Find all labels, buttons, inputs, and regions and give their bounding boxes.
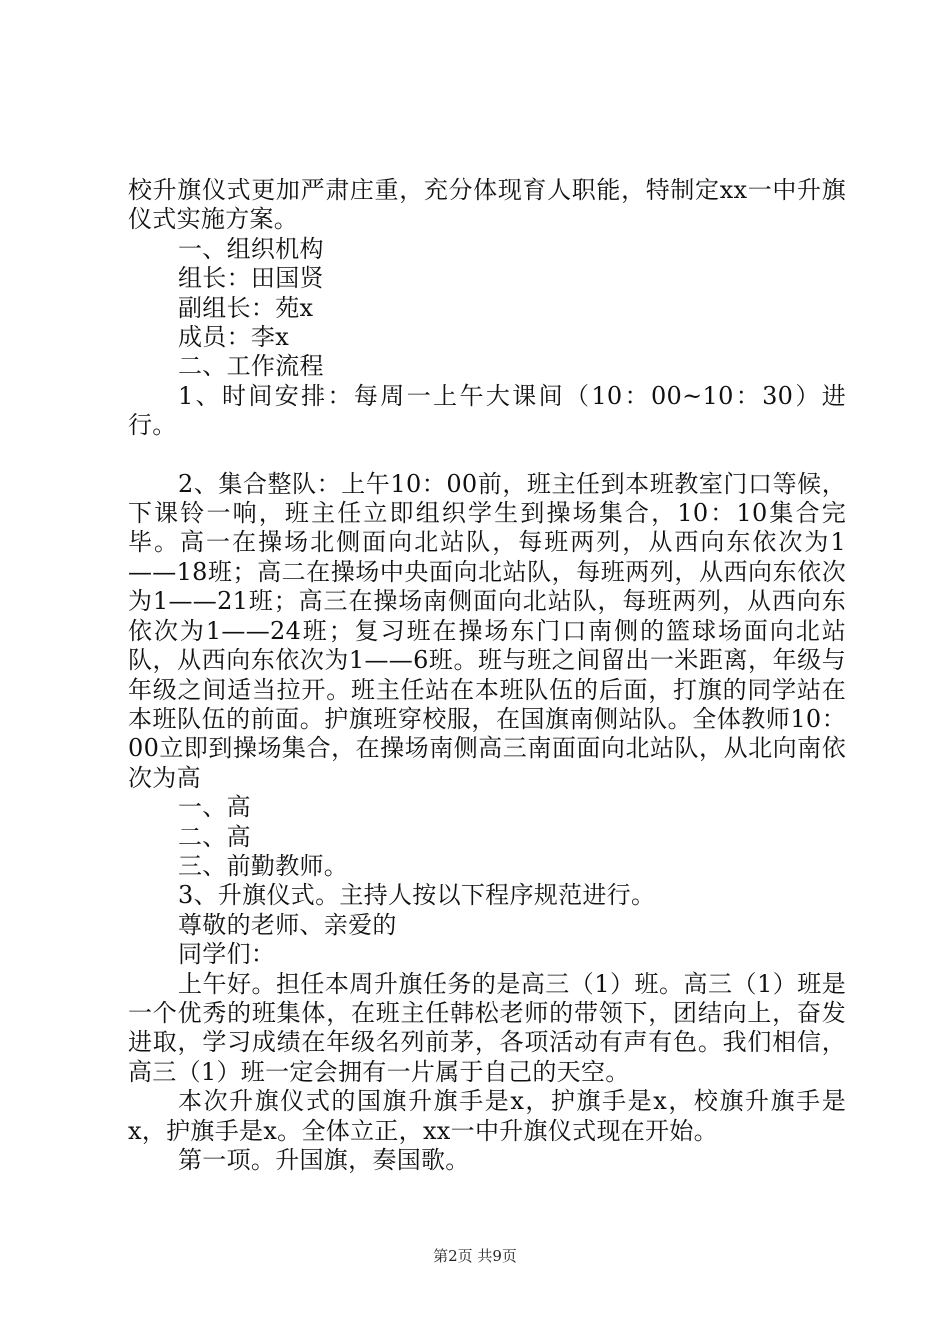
document-body xyxy=(128,176,846,1175)
page-footer: 第2页 共9页 xyxy=(433,1247,517,1265)
grade-one-line: 一、高 xyxy=(178,793,251,822)
time-arrangement-paragraph: 1、时间安排：每周一上午大课间（10：00~10：30）进行。 xyxy=(128,381,846,440)
member-line: 成员：李x xyxy=(178,323,290,352)
grade-two-line: 二、高 xyxy=(178,822,251,851)
speech-paragraph-2: 本次升旗仪式的国旗升旗手是x，护旗手是x，校旗升旗手是x，护旗手是x。全体立正，xx一中升旗仪式现在开始。 xyxy=(128,1087,846,1145)
intro-paragraph: 校升旗仪式更加严肃庄重，充分体现育人职能，特制定xx一中升旗仪式实施方案。 xyxy=(128,176,846,234)
speech-paragraph-1: 上午好。担任本周升旗任务的是高三（1）班。高三（1）班是一个优秀的班集体，在班主任韩松老师的带领下，团结向上，奋发进取，学习成绩在年级名列前茅，各项活动有声有色。我们相信，高三（1）班一定会拥有一片属于自己的天空。 xyxy=(128,969,846,1086)
greeting-line-2: 同学们： xyxy=(178,940,276,969)
first-item-line: 第一项。升国旗，奏国歌。 xyxy=(178,1146,470,1174)
ceremony-paragraph: 3、升旗仪式。主持人按以下程序规范进行。 xyxy=(178,881,656,910)
section-heading-organization: 一、组织机构 xyxy=(178,234,324,263)
leader-line: 组长：田国贤 xyxy=(178,264,324,293)
greeting-line-1: 尊敬的老师、亲爱的 xyxy=(178,910,397,939)
vice-leader-line: 副组长：苑x xyxy=(178,293,314,322)
assembly-paragraph: 2、集合整队：上午10：00前，班主任到本班教室门口等候，下课铃一响，班主任立即组织学生到操场集合，10：10集合完毕。高一在操场北侧面向北站队，每班两列，从西向东依次为1——18班；高二在操场中央面向北站队，每班两列，从西向东依次为1——21班；高三在操场南侧面向北站队，每班两列，从西向东依次为1——24班；复习班在操场东门口南侧的篮球场面向北站队，从西向东依次为1——6班。班与班之间留出一米距离，年级与年级之间适当拉开。班主任站在本班队伍的后面，打旗的同学站在本班队伍的前面。护旗班穿校服，在国旗南侧站队。全体教师10：00立即到操场集合，在操场南侧高三南面面向北站队，从北向南依次为高 xyxy=(128,469,846,792)
grade-three-line: 三、前勤教师。 xyxy=(178,851,349,880)
section-heading-workflow: 二、工作流程 xyxy=(178,352,324,381)
